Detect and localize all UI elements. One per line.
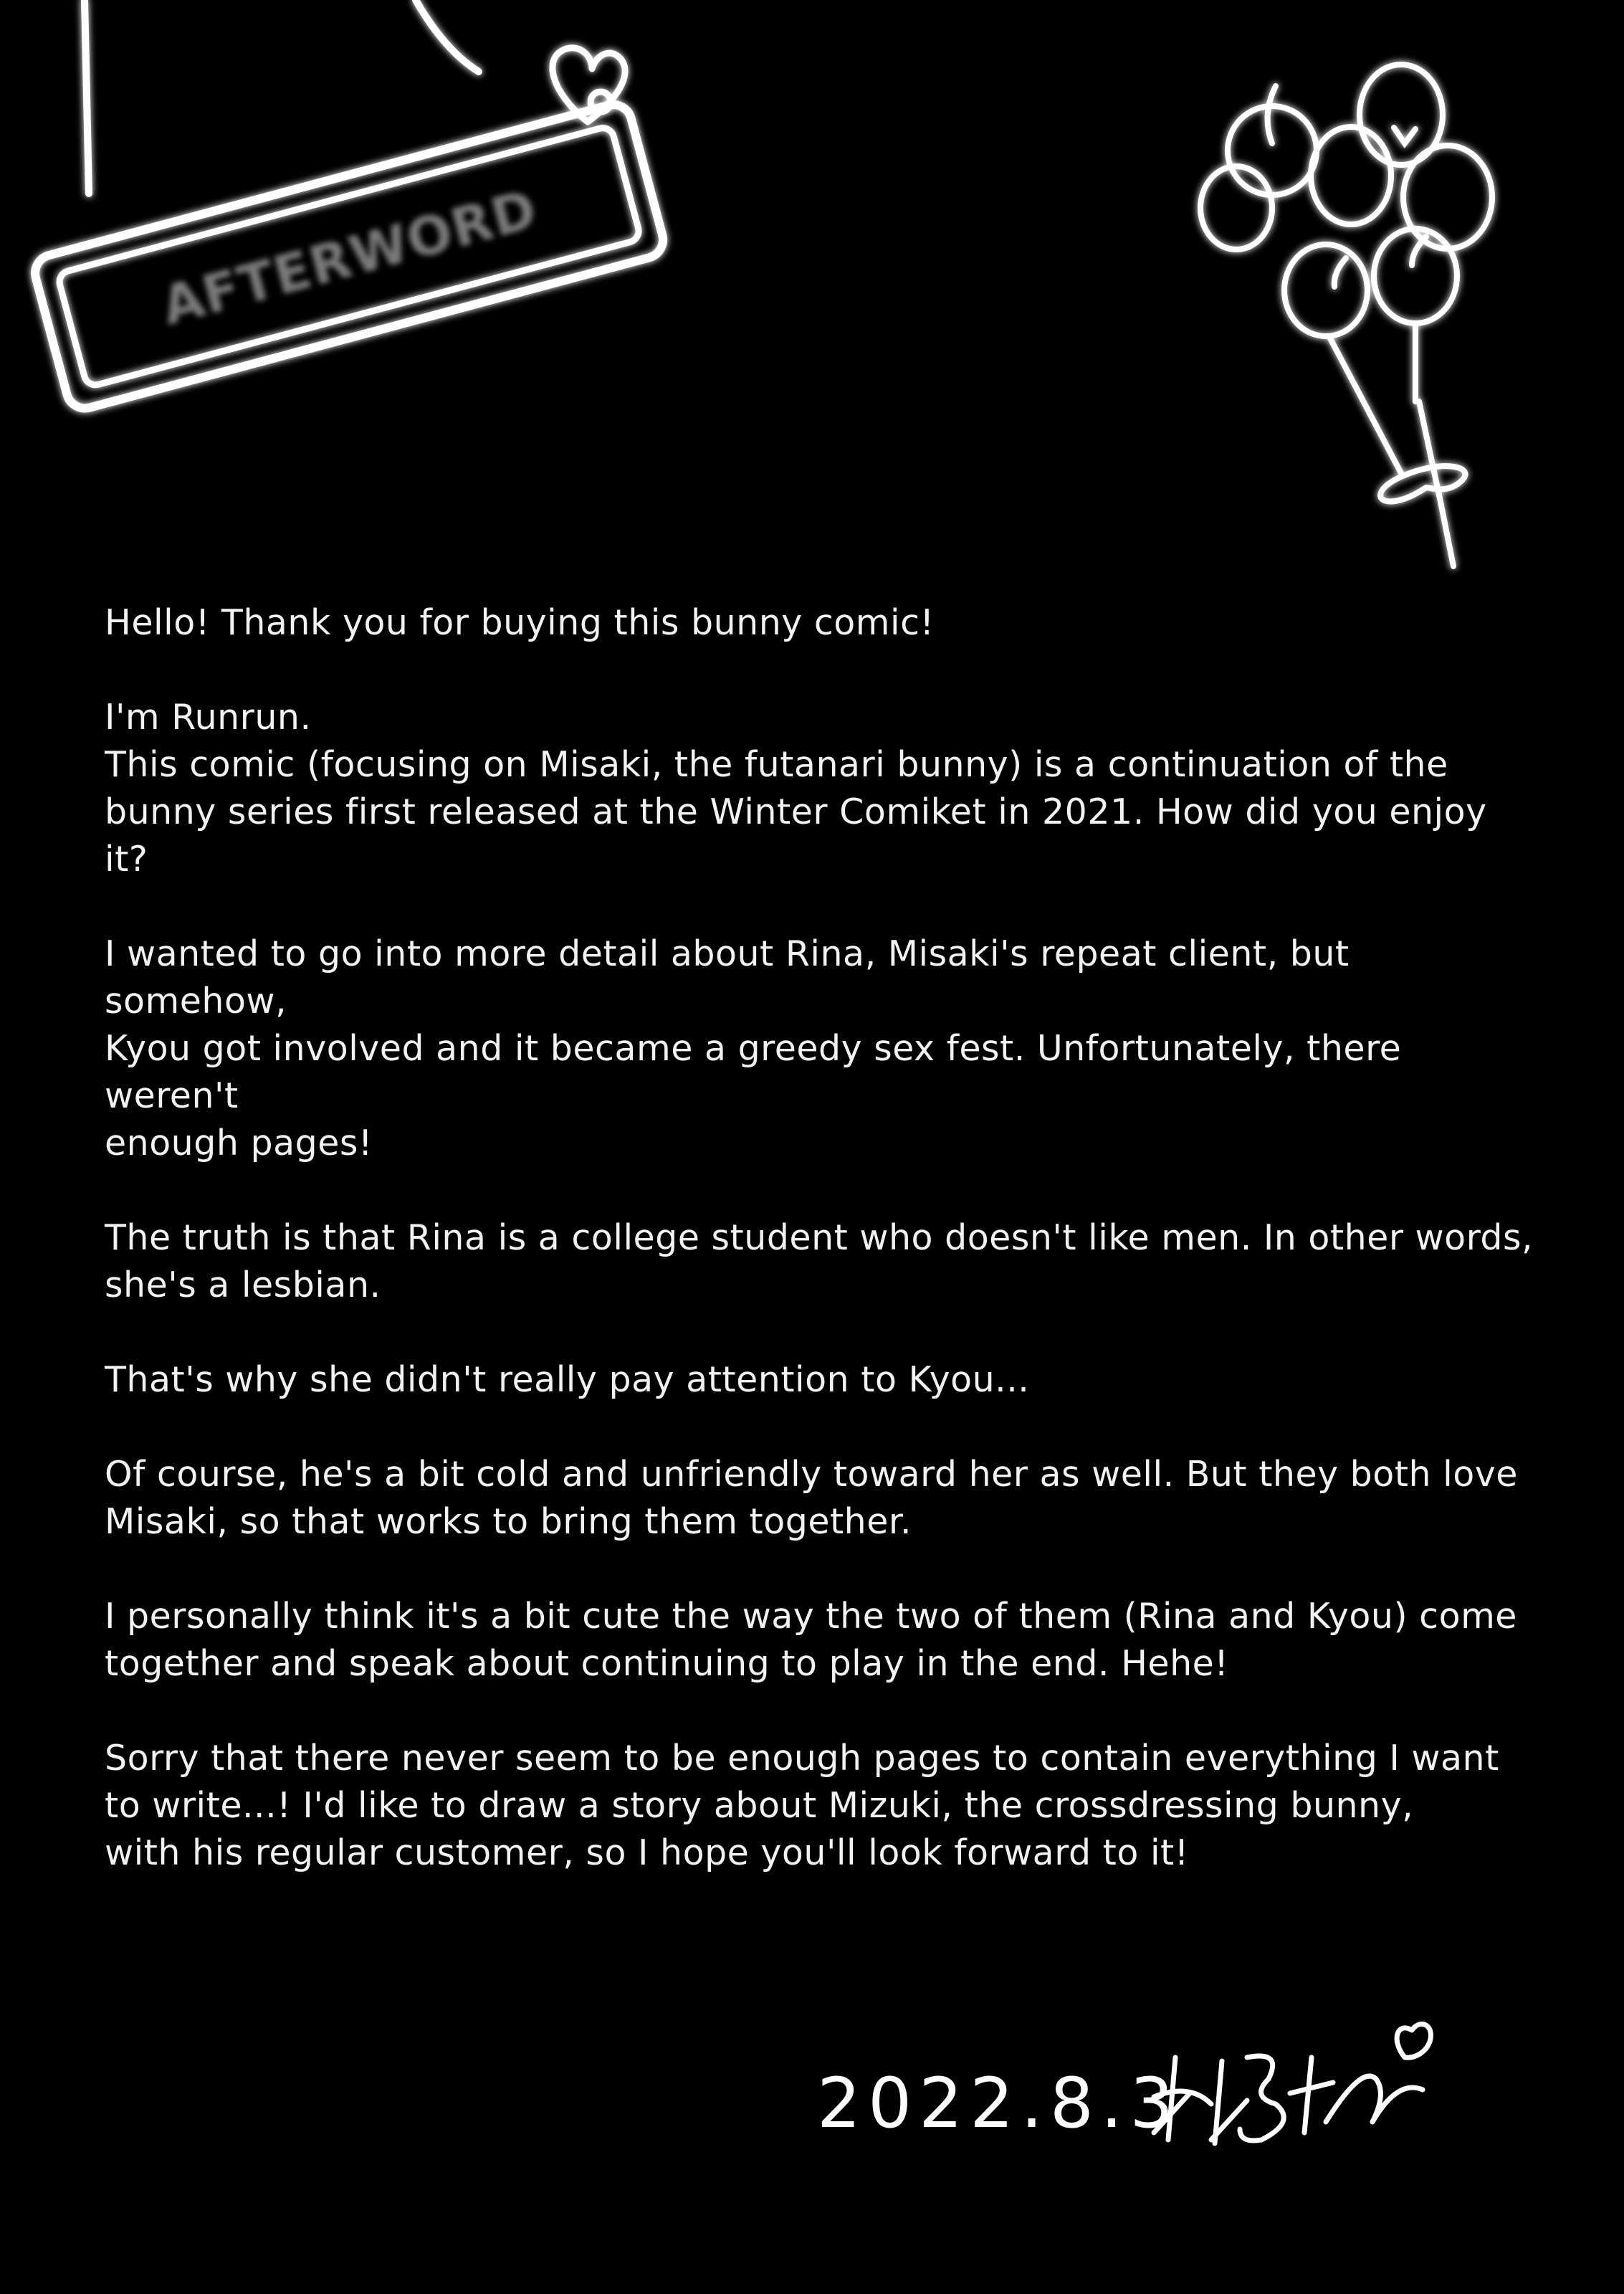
date-stamp: 2022.8.3: [817, 2063, 1181, 2143]
sign-label: AFTERWORD: [155, 178, 544, 338]
letter-paragraph: Of course, he's a bit cold and unfriendly toward her as well. But they both love Misaki, so that works to bring them together.: [105, 1454, 1518, 1542]
heart-icon: [553, 48, 625, 122]
sign-strings: [85, 0, 479, 194]
letter-paragraph: Hello! Thank you for buying this bunny comic!: [105, 602, 935, 643]
letter-paragraph: I personally think it's a bit cute the way the two of them (Rina and Kyou) come together and speak about continuing to play in the end. Hehe!: [105, 1596, 1517, 1684]
letter-paragraph: I wanted to go into more detail about Rina, Misaki's repeat client, but somehow, Kyou got involved and it became a greedy sex fest. Unfortunately, there weren't enough pages!: [105, 933, 1402, 1163]
letter-paragraph: That's why she didn't really pay attention to Kyou...: [105, 1359, 1030, 1400]
letter-paragraph: This comic (focusing on Misaki, the futanari bunny) is a continuation of the bunny series first released at the Winter Comiket in 2021. How did you enjoy it?: [105, 744, 1487, 880]
handwritten-signature-icon: [1154, 2024, 1430, 2143]
letter-paragraph: I'm Runrun.: [105, 697, 312, 738]
letter-paragraph: The truth is that Rina is a college student who doesn't like men. In other words, she's a lesbian.: [105, 1217, 1534, 1305]
hanging-sign-icon: [31, 100, 667, 412]
afterword-letter: [105, 599, 1538, 1924]
letter-paragraph: Sorry that there never seem to be enough pages to contain everything I want to write...! I'd like to draw a story about Mizuki, the crossdressing bunny, with his regular customer, so I hope you'll look forward to it!: [105, 1738, 1499, 1873]
balloons-icon: [1200, 65, 1492, 566]
